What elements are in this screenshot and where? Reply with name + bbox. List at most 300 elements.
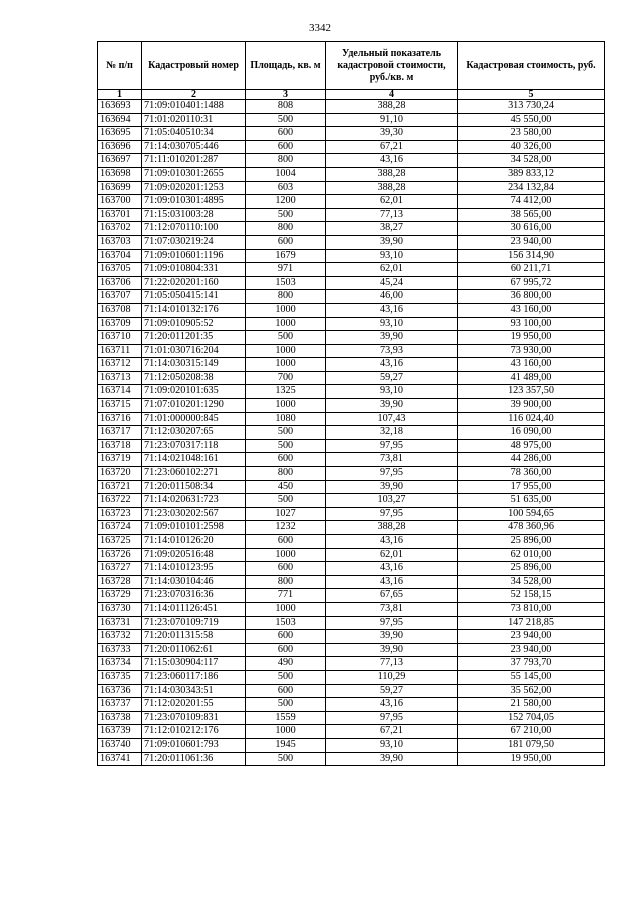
row-number-cell: 163725 xyxy=(98,535,142,549)
row-number-cell: 163704 xyxy=(98,249,142,263)
table-row xyxy=(98,439,605,453)
cadastral-number-cell: 71:01:000000:845 xyxy=(142,412,246,426)
row-number-cell: 163721 xyxy=(98,480,142,494)
cadastral-number-cell: 71:09:010301:2655 xyxy=(142,167,246,181)
area-cell: 800 xyxy=(246,467,326,481)
area-cell: 600 xyxy=(246,562,326,576)
row-number-cell: 163715 xyxy=(98,399,142,413)
row-number-cell: 163724 xyxy=(98,521,142,535)
specific-value-cell: 39,90 xyxy=(326,480,458,494)
cadastral-value-cell: 45 550,00 xyxy=(458,113,605,127)
specific-value-cell: 388,28 xyxy=(326,100,458,114)
area-cell: 500 xyxy=(246,439,326,453)
table-row xyxy=(98,657,605,671)
specific-value-cell: 46,00 xyxy=(326,290,458,304)
specific-value-cell: 39,90 xyxy=(326,235,458,249)
area-cell: 600 xyxy=(246,453,326,467)
cadastral-number-cell: 71:20:011061:36 xyxy=(142,752,246,766)
cadastral-value-cell: 23 940,00 xyxy=(458,630,605,644)
cadastral-number-cell: 71:20:011508:34 xyxy=(142,480,246,494)
cadastral-value-cell: 389 833,12 xyxy=(458,167,605,181)
cadastral-value-cell: 67 210,00 xyxy=(458,725,605,739)
cadastral-value-cell: 74 412,00 xyxy=(458,195,605,209)
row-number-cell: 163706 xyxy=(98,276,142,290)
cadastral-number-cell: 71:01:020110:31 xyxy=(142,113,246,127)
area-cell: 603 xyxy=(246,181,326,195)
row-number-cell: 163702 xyxy=(98,222,142,236)
row-number-cell: 163697 xyxy=(98,154,142,168)
specific-value-cell: 59,27 xyxy=(326,371,458,385)
header-row-number: № п/п xyxy=(98,42,142,90)
table-row xyxy=(98,140,605,154)
table-row xyxy=(98,303,605,317)
row-number-cell: 163735 xyxy=(98,670,142,684)
area-cell: 800 xyxy=(246,290,326,304)
row-number-cell: 163711 xyxy=(98,344,142,358)
area-cell: 600 xyxy=(246,140,326,154)
cadastral-value-cell: 25 896,00 xyxy=(458,562,605,576)
table-row xyxy=(98,738,605,752)
area-cell: 800 xyxy=(246,575,326,589)
cadastral-number-cell: 71:23:070109:831 xyxy=(142,711,246,725)
row-number-cell: 163719 xyxy=(98,453,142,467)
area-cell: 1080 xyxy=(246,412,326,426)
cadastral-number-cell: 71:14:030343:51 xyxy=(142,684,246,698)
row-number-cell: 163716 xyxy=(98,412,142,426)
cadastral-number-cell: 71:20:011062:61 xyxy=(142,643,246,657)
table-row xyxy=(98,575,605,589)
specific-value-cell: 39,90 xyxy=(326,399,458,413)
cadastral-number-cell: 71:07:030219:24 xyxy=(142,235,246,249)
table-row xyxy=(98,562,605,576)
cadastral-number-cell: 71:15:030904:117 xyxy=(142,657,246,671)
cadastral-value-cell: 60 211,71 xyxy=(458,263,605,277)
column-number: 5 xyxy=(458,90,605,100)
cadastral-number-cell: 71:14:030104:46 xyxy=(142,575,246,589)
specific-value-cell: 38,27 xyxy=(326,222,458,236)
cadastral-number-cell: 71:14:010132:176 xyxy=(142,303,246,317)
table-row xyxy=(98,630,605,644)
column-number: 3 xyxy=(246,90,326,100)
area-cell: 1200 xyxy=(246,195,326,209)
specific-value-cell: 39,30 xyxy=(326,127,458,141)
cadastral-value-cell: 93 100,00 xyxy=(458,317,605,331)
cadastral-value-cell: 62 010,00 xyxy=(458,548,605,562)
row-number-cell: 163701 xyxy=(98,208,142,222)
area-cell: 1000 xyxy=(246,303,326,317)
cadastral-number-cell: 71:12:050208:38 xyxy=(142,371,246,385)
cadastral-number-cell: 71:09:020101:635 xyxy=(142,385,246,399)
area-cell: 1000 xyxy=(246,548,326,562)
table-row xyxy=(98,535,605,549)
cadastral-number-cell: 71:01:030716:204 xyxy=(142,344,246,358)
area-cell: 600 xyxy=(246,684,326,698)
cadastral-number-cell: 71:22:020201:160 xyxy=(142,276,246,290)
row-number-cell: 163732 xyxy=(98,630,142,644)
column-number: 2 xyxy=(142,90,246,100)
area-cell: 1000 xyxy=(246,725,326,739)
row-number-cell: 163728 xyxy=(98,575,142,589)
cadastral-value-cell: 478 360,96 xyxy=(458,521,605,535)
table-row xyxy=(98,331,605,345)
specific-value-cell: 97,95 xyxy=(326,439,458,453)
table-row xyxy=(98,208,605,222)
cadastral-number-cell: 71:09:020516:48 xyxy=(142,548,246,562)
cadastral-value-cell: 19 950,00 xyxy=(458,331,605,345)
row-number-cell: 163714 xyxy=(98,385,142,399)
cadastral-number-cell: 71:09:010804:331 xyxy=(142,263,246,277)
row-number-cell: 163703 xyxy=(98,235,142,249)
cadastral-value-cell: 51 635,00 xyxy=(458,494,605,508)
specific-value-cell: 39,90 xyxy=(326,331,458,345)
cadastral-value-cell: 116 024,40 xyxy=(458,412,605,426)
cadastral-value-cell: 152 704,05 xyxy=(458,711,605,725)
cadastral-number-cell: 71:23:030202:567 xyxy=(142,507,246,521)
area-cell: 500 xyxy=(246,426,326,440)
cadastral-number-cell: 71:05:040510:34 xyxy=(142,127,246,141)
table-row xyxy=(98,698,605,712)
row-number-cell: 163699 xyxy=(98,181,142,195)
specific-value-cell: 39,90 xyxy=(326,643,458,657)
specific-value-cell: 388,28 xyxy=(326,167,458,181)
cadastral-value-cell: 35 562,00 xyxy=(458,684,605,698)
cadastral-value-cell: 234 132,84 xyxy=(458,181,605,195)
table-header-row xyxy=(98,42,605,90)
cadastral-number-cell: 71:15:031003:28 xyxy=(142,208,246,222)
area-cell: 1503 xyxy=(246,616,326,630)
row-number-cell: 163708 xyxy=(98,303,142,317)
row-number-cell: 163723 xyxy=(98,507,142,521)
row-number-cell: 163718 xyxy=(98,439,142,453)
specific-value-cell: 107,43 xyxy=(326,412,458,426)
row-number-cell: 163730 xyxy=(98,602,142,616)
cadastral-value-cell: 41 489,00 xyxy=(458,371,605,385)
cadastral-number-cell: 71:11:010201:287 xyxy=(142,154,246,168)
specific-value-cell: 62,01 xyxy=(326,263,458,277)
row-number-cell: 163693 xyxy=(98,100,142,114)
specific-value-cell: 103,27 xyxy=(326,494,458,508)
cadastral-number-cell: 71:09:010601:793 xyxy=(142,738,246,752)
cadastral-number-cell: 71:09:010601:1196 xyxy=(142,249,246,263)
row-number-cell: 163713 xyxy=(98,371,142,385)
cadastral-value-cell: 39 900,00 xyxy=(458,399,605,413)
specific-value-cell: 43,16 xyxy=(326,303,458,317)
table-row xyxy=(98,548,605,562)
specific-value-cell: 43,16 xyxy=(326,562,458,576)
specific-value-cell: 93,10 xyxy=(326,249,458,263)
table-row xyxy=(98,100,605,114)
area-cell: 1945 xyxy=(246,738,326,752)
table-row xyxy=(98,725,605,739)
header-cadastral-number: Кадастровый номер xyxy=(142,42,246,90)
area-cell: 500 xyxy=(246,331,326,345)
specific-value-cell: 77,13 xyxy=(326,208,458,222)
cadastral-value-cell: 16 090,00 xyxy=(458,426,605,440)
table-row xyxy=(98,616,605,630)
area-cell: 700 xyxy=(246,371,326,385)
specific-value-cell: 97,95 xyxy=(326,467,458,481)
table-row xyxy=(98,154,605,168)
column-number: 4 xyxy=(326,90,458,100)
cadastral-value-cell: 23 580,00 xyxy=(458,127,605,141)
area-cell: 1000 xyxy=(246,317,326,331)
table-row xyxy=(98,113,605,127)
cadastral-number-cell: 71:14:030705:446 xyxy=(142,140,246,154)
table-row xyxy=(98,643,605,657)
table-row xyxy=(98,426,605,440)
cadastral-number-cell: 71:12:030207:65 xyxy=(142,426,246,440)
cadastral-number-cell: 71:23:070317:118 xyxy=(142,439,246,453)
area-cell: 500 xyxy=(246,698,326,712)
area-cell: 500 xyxy=(246,494,326,508)
cadastral-number-cell: 71:23:060117:186 xyxy=(142,670,246,684)
table-row xyxy=(98,127,605,141)
header-specific-value: Удельный показатель кадастровой стоимости, руб./кв. м xyxy=(326,42,458,90)
row-number-cell: 163710 xyxy=(98,331,142,345)
area-cell: 1027 xyxy=(246,507,326,521)
row-number-cell: 163741 xyxy=(98,752,142,766)
specific-value-cell: 45,24 xyxy=(326,276,458,290)
table-row xyxy=(98,412,605,426)
row-number-cell: 163696 xyxy=(98,140,142,154)
specific-value-cell: 62,01 xyxy=(326,548,458,562)
cadastral-value-cell: 23 940,00 xyxy=(458,235,605,249)
specific-value-cell: 110,29 xyxy=(326,670,458,684)
row-number-cell: 163717 xyxy=(98,426,142,440)
cadastral-value-cell: 100 594,65 xyxy=(458,507,605,521)
row-number-cell: 163739 xyxy=(98,725,142,739)
cadastral-number-cell: 71:09:020201:1253 xyxy=(142,181,246,195)
row-number-cell: 163738 xyxy=(98,711,142,725)
cadastral-number-cell: 71:14:010123:95 xyxy=(142,562,246,576)
specific-value-cell: 43,16 xyxy=(326,698,458,712)
cadastral-value-cell: 44 286,00 xyxy=(458,453,605,467)
table-row xyxy=(98,711,605,725)
cadastral-number-cell: 71:05:050415:141 xyxy=(142,290,246,304)
row-number-cell: 163695 xyxy=(98,127,142,141)
specific-value-cell: 43,16 xyxy=(326,154,458,168)
cadastral-value-cell: 43 160,00 xyxy=(458,303,605,317)
cadastral-value-cell: 38 565,00 xyxy=(458,208,605,222)
specific-value-cell: 43,16 xyxy=(326,575,458,589)
cadastral-value-cell: 73 810,00 xyxy=(458,602,605,616)
cadastral-number-cell: 71:12:020201:55 xyxy=(142,698,246,712)
cadastral-number-cell: 71:09:010905:52 xyxy=(142,317,246,331)
cadastral-value-cell: 37 793,70 xyxy=(458,657,605,671)
area-cell: 490 xyxy=(246,657,326,671)
cadastral-value-cell: 73 930,00 xyxy=(458,344,605,358)
specific-value-cell: 67,21 xyxy=(326,725,458,739)
cadastral-value-cell: 17 955,00 xyxy=(458,480,605,494)
header-area: Площадь, кв. м xyxy=(246,42,326,90)
table-row xyxy=(98,602,605,616)
cadastral-value-cell: 52 158,15 xyxy=(458,589,605,603)
cadastral-value-cell: 55 145,00 xyxy=(458,670,605,684)
area-cell: 808 xyxy=(246,100,326,114)
cadastral-value-cell: 34 528,00 xyxy=(458,575,605,589)
area-cell: 1325 xyxy=(246,385,326,399)
table-row xyxy=(98,453,605,467)
cadastral-number-cell: 71:14:030315:149 xyxy=(142,358,246,372)
area-cell: 500 xyxy=(246,113,326,127)
table-row xyxy=(98,385,605,399)
table-body xyxy=(98,100,605,766)
cadastral-number-cell: 71:14:011126:451 xyxy=(142,602,246,616)
area-cell: 450 xyxy=(246,480,326,494)
table-row xyxy=(98,399,605,413)
cadastral-value-cell: 78 360,00 xyxy=(458,467,605,481)
cadastral-value-cell: 48 975,00 xyxy=(458,439,605,453)
area-cell: 800 xyxy=(246,222,326,236)
area-cell: 500 xyxy=(246,670,326,684)
specific-value-cell: 77,13 xyxy=(326,657,458,671)
cadastral-number-cell: 71:14:010126:20 xyxy=(142,535,246,549)
row-number-cell: 163734 xyxy=(98,657,142,671)
area-cell: 1000 xyxy=(246,399,326,413)
cadastral-value-cell: 40 326,00 xyxy=(458,140,605,154)
row-number-cell: 163733 xyxy=(98,643,142,657)
cadastral-number-cell: 71:23:070109:719 xyxy=(142,616,246,630)
cadastral-number-cell: 71:20:011201:35 xyxy=(142,331,246,345)
cadastral-value-cell: 181 079,50 xyxy=(458,738,605,752)
row-number-cell: 163736 xyxy=(98,684,142,698)
row-number-cell: 163698 xyxy=(98,167,142,181)
cadastral-value-cell: 19 950,00 xyxy=(458,752,605,766)
cadastral-value-cell: 156 314,90 xyxy=(458,249,605,263)
table-row xyxy=(98,358,605,372)
specific-value-cell: 93,10 xyxy=(326,738,458,752)
specific-value-cell: 97,95 xyxy=(326,711,458,725)
row-number-cell: 163707 xyxy=(98,290,142,304)
cadastral-value-cell: 67 995,72 xyxy=(458,276,605,290)
area-cell: 500 xyxy=(246,752,326,766)
table-row xyxy=(98,344,605,358)
area-cell: 1232 xyxy=(246,521,326,535)
cadastral-number-cell: 71:23:060102:271 xyxy=(142,467,246,481)
specific-value-cell: 39,90 xyxy=(326,630,458,644)
row-number-cell: 163727 xyxy=(98,562,142,576)
specific-value-cell: 67,21 xyxy=(326,140,458,154)
area-cell: 600 xyxy=(246,630,326,644)
table-row xyxy=(98,167,605,181)
area-cell: 1679 xyxy=(246,249,326,263)
specific-value-cell: 43,16 xyxy=(326,358,458,372)
row-number-cell: 163694 xyxy=(98,113,142,127)
row-number-cell: 163740 xyxy=(98,738,142,752)
table-row xyxy=(98,507,605,521)
cadastral-number-cell: 71:12:010212:176 xyxy=(142,725,246,739)
table-row xyxy=(98,480,605,494)
area-cell: 800 xyxy=(246,154,326,168)
cadastral-value-cell: 147 218,85 xyxy=(458,616,605,630)
table-row xyxy=(98,589,605,603)
cadastral-value-cell: 313 730,24 xyxy=(458,100,605,114)
row-number-cell: 163722 xyxy=(98,494,142,508)
specific-value-cell: 388,28 xyxy=(326,181,458,195)
area-cell: 771 xyxy=(246,589,326,603)
specific-value-cell: 97,95 xyxy=(326,507,458,521)
table-row xyxy=(98,752,605,766)
cadastral-number-cell: 71:14:020631:723 xyxy=(142,494,246,508)
specific-value-cell: 67,65 xyxy=(326,589,458,603)
cadastral-value-cell: 123 357,50 xyxy=(458,385,605,399)
area-cell: 1000 xyxy=(246,344,326,358)
area-cell: 600 xyxy=(246,127,326,141)
table-row xyxy=(98,290,605,304)
row-number-cell: 163700 xyxy=(98,195,142,209)
specific-value-cell: 91,10 xyxy=(326,113,458,127)
area-cell: 1004 xyxy=(246,167,326,181)
area-cell: 971 xyxy=(246,263,326,277)
cadastral-number-cell: 71:09:010301:4895 xyxy=(142,195,246,209)
area-cell: 600 xyxy=(246,235,326,249)
column-number-row xyxy=(98,90,605,100)
cadastral-value-cell: 21 580,00 xyxy=(458,698,605,712)
area-cell: 1000 xyxy=(246,358,326,372)
specific-value-cell: 59,27 xyxy=(326,684,458,698)
row-number-cell: 163737 xyxy=(98,698,142,712)
cadastral-number-cell: 71:09:010101:2598 xyxy=(142,521,246,535)
cadastral-number-cell: 71:14:021048:161 xyxy=(142,453,246,467)
cadastral-number-cell: 71:12:070110:100 xyxy=(142,222,246,236)
cadastral-number-cell: 71:09:010401:1488 xyxy=(142,100,246,114)
cadastral-value-cell: 34 528,00 xyxy=(458,154,605,168)
specific-value-cell: 73,81 xyxy=(326,453,458,467)
area-cell: 1559 xyxy=(246,711,326,725)
table-row xyxy=(98,222,605,236)
page-number: 3342 xyxy=(309,22,331,34)
row-number-cell: 163712 xyxy=(98,358,142,372)
table-row xyxy=(98,521,605,535)
cadastral-number-cell: 71:20:011315:58 xyxy=(142,630,246,644)
table-row xyxy=(98,684,605,698)
table-row xyxy=(98,181,605,195)
area-cell: 500 xyxy=(246,208,326,222)
specific-value-cell: 388,28 xyxy=(326,521,458,535)
table-row xyxy=(98,467,605,481)
specific-value-cell: 73,81 xyxy=(326,602,458,616)
table-row xyxy=(98,276,605,290)
table-row xyxy=(98,670,605,684)
cadastral-value-cell: 25 896,00 xyxy=(458,535,605,549)
table-row xyxy=(98,494,605,508)
table-row xyxy=(98,317,605,331)
specific-value-cell: 39,90 xyxy=(326,752,458,766)
column-number: 1 xyxy=(98,90,142,100)
specific-value-cell: 62,01 xyxy=(326,195,458,209)
row-number-cell: 163726 xyxy=(98,548,142,562)
cadastral-value-table xyxy=(97,41,605,766)
table-row xyxy=(98,249,605,263)
specific-value-cell: 32,18 xyxy=(326,426,458,440)
cadastral-value-cell: 23 940,00 xyxy=(458,643,605,657)
area-cell: 1503 xyxy=(246,276,326,290)
row-number-cell: 163731 xyxy=(98,616,142,630)
cadastral-number-cell: 71:07:010201:1290 xyxy=(142,399,246,413)
specific-value-cell: 73,93 xyxy=(326,344,458,358)
area-cell: 600 xyxy=(246,535,326,549)
specific-value-cell: 93,10 xyxy=(326,385,458,399)
table-row xyxy=(98,371,605,385)
table-row xyxy=(98,235,605,249)
table-row xyxy=(98,195,605,209)
cadastral-value-cell: 30 616,00 xyxy=(458,222,605,236)
row-number-cell: 163720 xyxy=(98,467,142,481)
area-cell: 600 xyxy=(246,643,326,657)
row-number-cell: 163709 xyxy=(98,317,142,331)
row-number-cell: 163729 xyxy=(98,589,142,603)
row-number-cell: 163705 xyxy=(98,263,142,277)
